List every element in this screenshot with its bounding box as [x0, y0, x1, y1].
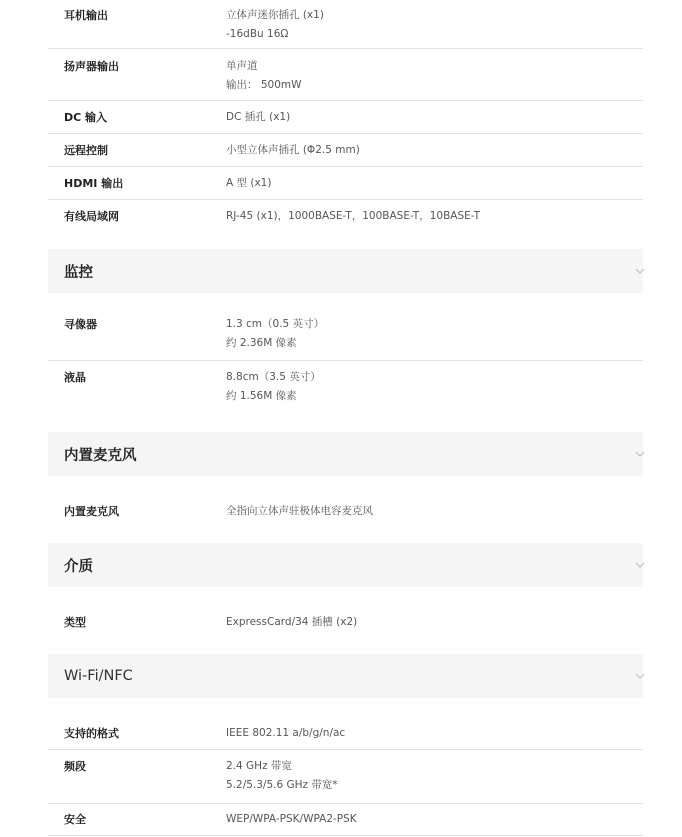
spec-value [226, 810, 643, 829]
spec-value [226, 6, 643, 44]
spec-value-line: 全指向立体声驻极体电容麦克风 [226, 505, 373, 517]
spec-value-line: RJ-45 (x1)，1000BASE-T，100BASE-T，10BASE-T [226, 210, 480, 222]
spec-rows-wifi [48, 698, 643, 836]
spec-rows-media [48, 587, 643, 654]
spec-rows-top [48, 0, 643, 249]
spec-rows-monitor [48, 293, 643, 417]
spec-row [48, 167, 643, 200]
spec-row [48, 49, 643, 101]
spec-row [48, 750, 643, 804]
spec-row [48, 200, 643, 249]
section-title: 监控 [64, 264, 93, 281]
spec-label: 内置麦克风 [64, 505, 119, 518]
section-header-wifi-nfc[interactable] [48, 654, 643, 698]
section-header-monitor[interactable] [48, 249, 643, 293]
spec-label: 类型 [64, 616, 86, 629]
spec-row [48, 101, 643, 134]
spec-value-line: 5.2/5.3/5.6 GHz 带宽* [226, 779, 338, 791]
spec-value-line: WEP/WPA-PSK/WPA2-PSK [226, 813, 357, 825]
spec-value [226, 174, 643, 193]
chevron-down-icon [635, 671, 645, 681]
spec-label: 频段 [64, 760, 86, 773]
spec-value-line: 1.3 cm（0.5 英寸） [226, 318, 325, 330]
spec-value-line: 立体声迷你插孔 (x1) [226, 9, 324, 21]
spec-value-line: 单声道 [226, 60, 258, 72]
section-title: 介质 [64, 558, 93, 575]
spec-row [48, 607, 643, 647]
spec-label: 有线局域网 [64, 210, 119, 223]
chevron-down-icon [635, 449, 645, 459]
spec-row [48, 718, 643, 750]
spec-value [226, 315, 643, 353]
section-title: 内置麦克风 [64, 447, 137, 464]
spec-label: 支持的格式 [64, 727, 119, 740]
spec-rows-mic [48, 476, 643, 543]
spec-value-line: ExpressCard/34 插槽 (x2) [226, 616, 358, 628]
chevron-down-icon [635, 266, 645, 276]
section-header-built-in-mic[interactable] [48, 432, 643, 476]
spec-value [226, 207, 643, 226]
spec-value-line: DC 插孔 (x1) [226, 111, 291, 123]
spec-value [226, 57, 643, 95]
spec-value-line: A 型 (x1) [226, 177, 272, 189]
spec-label: 寻像器 [64, 318, 97, 331]
spec-label: 耳机输出 [64, 9, 108, 22]
section-header-media[interactable] [48, 543, 643, 587]
spec-value [226, 724, 643, 743]
spec-label: 远程控制 [64, 144, 108, 157]
spec-value-line: 约 1.56M 像素 [226, 390, 297, 402]
spec-row [48, 134, 643, 167]
spec-row [48, 496, 643, 536]
spec-row [48, 361, 643, 417]
spec-value-line: 输出： 500mW [226, 79, 302, 91]
spec-label: HDMI 输出 [64, 177, 124, 190]
spec-label: DC 输入 [64, 111, 108, 124]
spec-label: 扬声器输出 [64, 60, 119, 73]
spec-label: 安全 [64, 813, 86, 826]
spec-value-line: 约 2.36M 像素 [226, 337, 297, 349]
spec-value-line: 8.8cm（3.5 英寸） [226, 371, 321, 383]
spec-label: 液晶 [64, 371, 86, 384]
section-title: Wi-Fi/NFC [64, 668, 133, 684]
spec-value [226, 502, 643, 521]
spec-value [226, 613, 643, 632]
spec-value [226, 368, 643, 406]
spec-value-line: 小型立体声插孔 (Φ2.5 mm) [226, 144, 360, 156]
spec-value-line: 2.4 GHz 带宽 [226, 760, 292, 772]
spec-value [226, 108, 643, 127]
spec-value [226, 141, 643, 160]
spec-value-line: IEEE 802.11 a/b/g/n/ac [226, 727, 346, 739]
chevron-down-icon [635, 560, 645, 570]
spec-value-line: -16dBu 16Ω [226, 28, 289, 40]
spec-row [48, 804, 643, 836]
spec-row [48, 309, 643, 361]
spec-value [226, 757, 643, 795]
spec-row [48, 0, 643, 49]
